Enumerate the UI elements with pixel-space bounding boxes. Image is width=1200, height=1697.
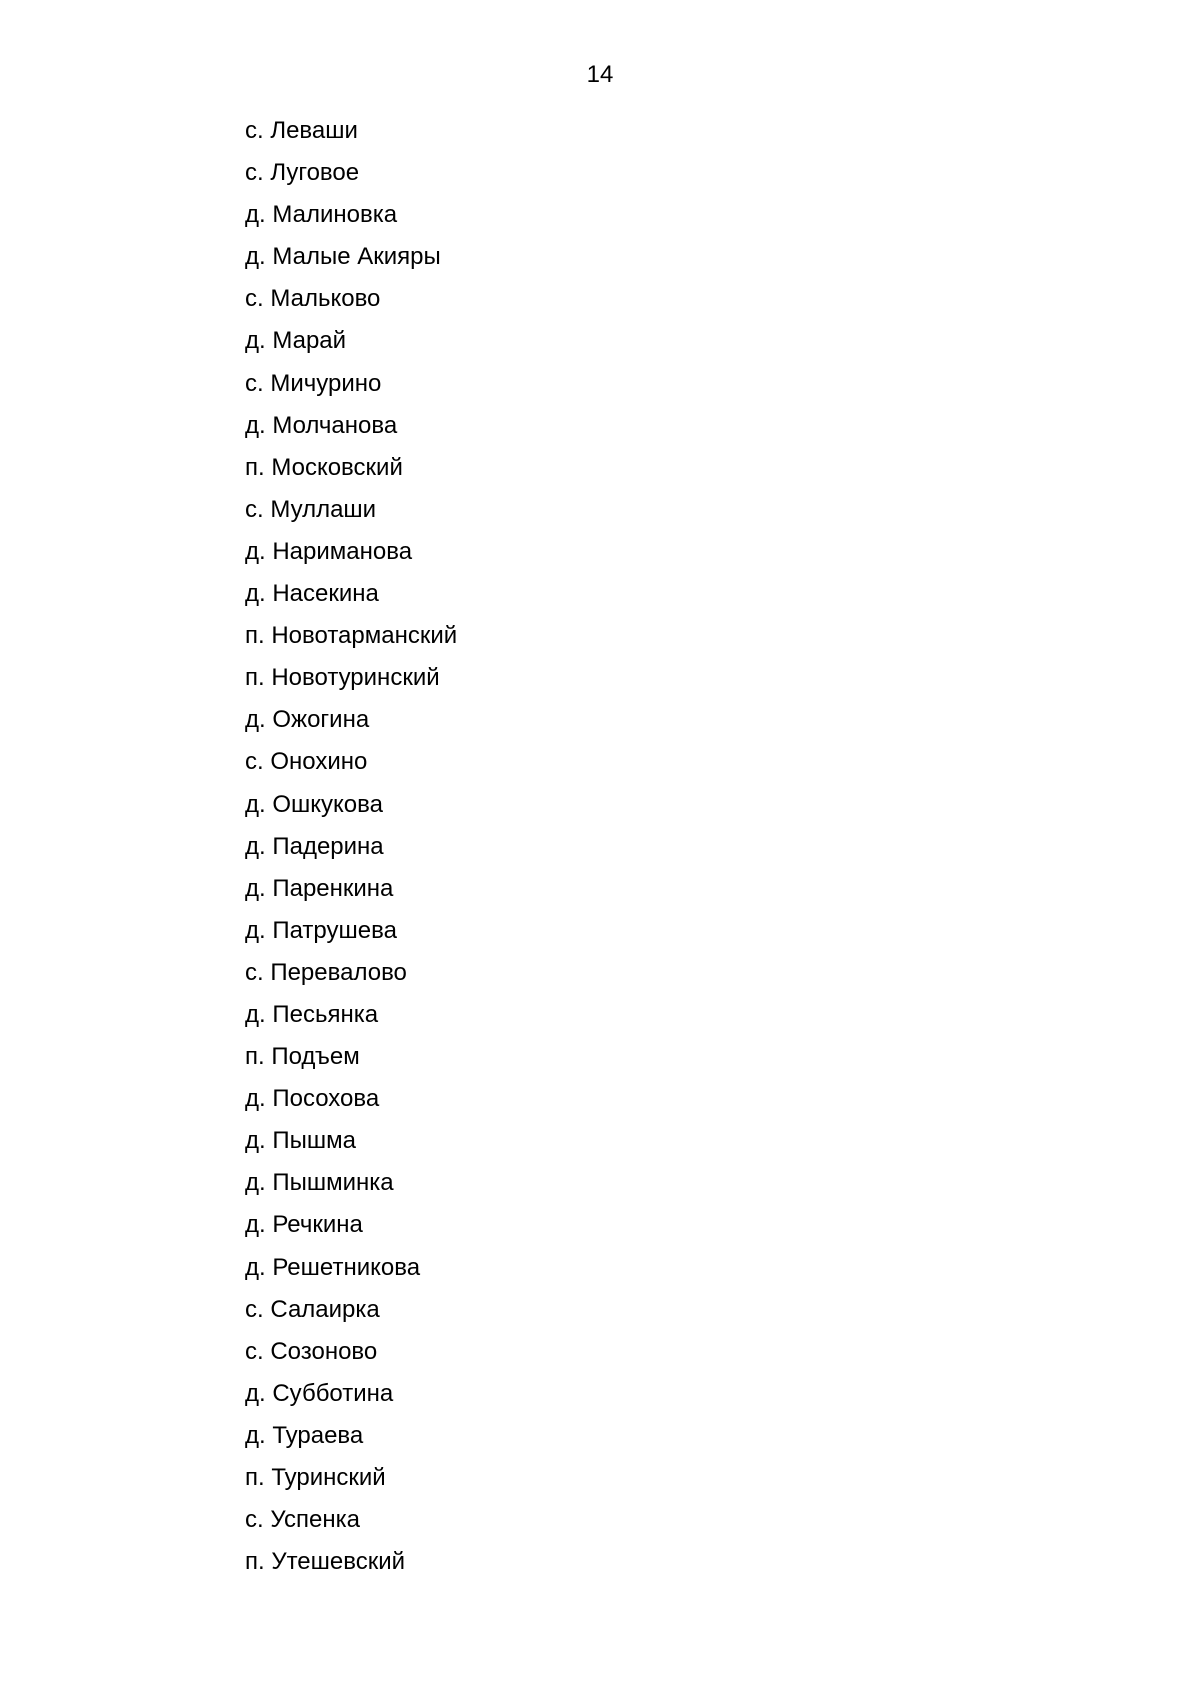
list-item: д. Пышминка <box>245 1169 394 1197</box>
list-item: д. Песьянка <box>245 1000 379 1028</box>
list-item: д. Паренкина <box>245 874 394 902</box>
list-item: с. Леваши <box>245 117 358 144</box>
list-item: с. Мальково <box>245 285 381 313</box>
list-item: д. Решетникова <box>245 1253 421 1281</box>
list-item: п. Новотарманский <box>245 622 458 650</box>
list-item: д. Насекина <box>245 580 379 608</box>
list-item: д. Субботина <box>245 1379 394 1407</box>
list-item: с. Онохино <box>245 748 368 776</box>
list-item: с. Перевалово <box>245 958 407 986</box>
list-item: д. Патрушева <box>245 916 397 944</box>
list-item: п. Утешевский <box>245 1548 406 1576</box>
list-item: п. Подъем <box>245 1043 360 1071</box>
list-item: с. Успенка <box>245 1506 360 1534</box>
list-item: д. Ожогина <box>245 706 370 734</box>
list-item: с. Муллаши <box>245 495 377 523</box>
list-item: д. Малые Акияры <box>245 243 441 271</box>
list-item: п. Московский <box>245 453 403 481</box>
list-item: д. Нариманова <box>245 537 413 565</box>
page-number: 14 <box>586 61 614 88</box>
list-item: д. Молчанова <box>245 411 398 439</box>
list-item: д. Посохова <box>245 1085 380 1113</box>
list-item: с. Мичурино <box>245 369 382 397</box>
list-item: п. Туринский <box>245 1464 386 1491</box>
list-item: д. Речкина <box>245 1211 363 1239</box>
list-item: д. Пышма <box>245 1127 356 1155</box>
list-item: д. Марай <box>245 327 347 355</box>
settlement-list <box>245 116 457 1589</box>
list-item: д. Тураева <box>245 1421 364 1449</box>
list-item: с. Созоново <box>245 1337 378 1365</box>
list-item: д. Малиновка <box>245 201 398 229</box>
list-item: п. Новотуринский <box>245 664 440 692</box>
list-item: с. Салаирка <box>245 1295 380 1323</box>
list-item: с. Луговое <box>245 159 360 187</box>
list-item: д. Падерина <box>245 832 384 860</box>
list-item: д. Ошкукова <box>245 790 383 818</box>
